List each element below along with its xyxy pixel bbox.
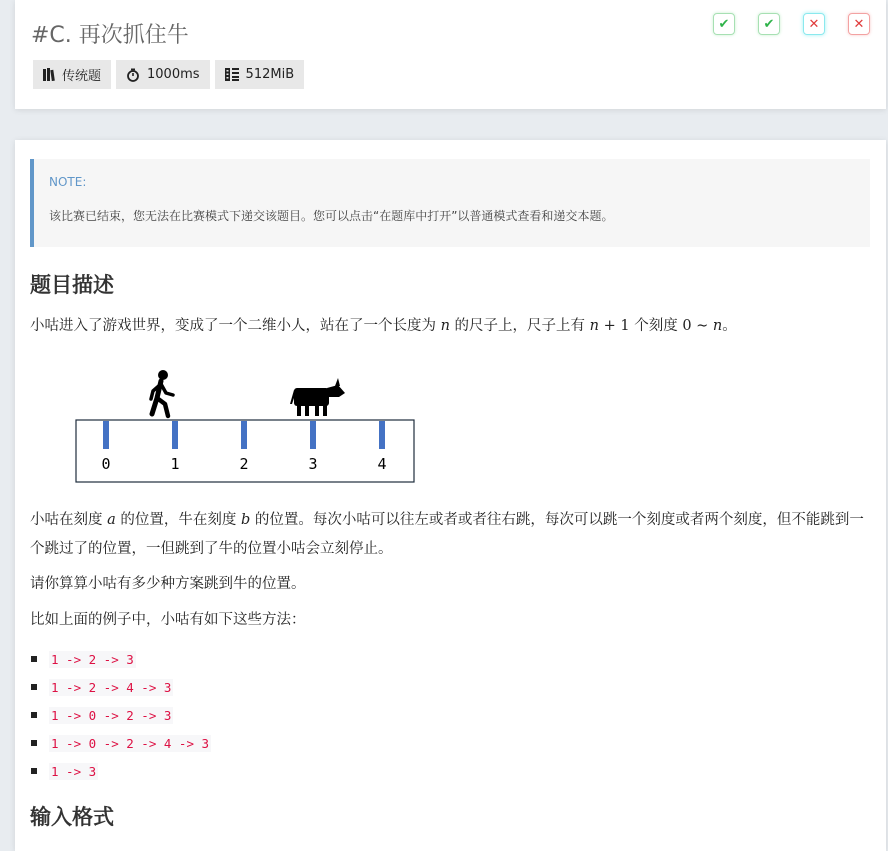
jump-sequence-list	[30, 645, 211, 785]
description-paragraph-1: 小咕进入了游戏世界，变成了一个二维小人，站在了一个长度为 n 的尺子上，尺子上有 n + 1 个刻度 0 ∼ n。	[30, 318, 737, 334]
list-item	[30, 645, 211, 673]
contest-ended-note	[30, 159, 870, 247]
jump-sequence-code: 1 -> 0 -> 2 -> 3	[51, 707, 172, 723]
note-text: 该比赛已结束，您无法在比赛模式下递交该题目。您可以点击“在题库中打开”以普通模式查看和递交本题。	[49, 209, 614, 223]
cow-icon	[290, 378, 345, 416]
problem-tags	[33, 60, 304, 89]
list-item	[30, 701, 211, 729]
book-icon	[43, 68, 55, 81]
ruler-tick-label: 1	[170, 455, 180, 473]
ruler-tick-mark	[172, 421, 178, 449]
jump-sequence-code: 1 -> 0 -> 2 -> 4 -> 3	[51, 735, 210, 751]
list-item	[30, 729, 211, 757]
ruler-tick-label: 4	[377, 455, 387, 473]
ruler-diagram	[57, 364, 417, 494]
memory-icon	[225, 68, 239, 81]
jump-sequence-code: 1 -> 2 -> 3	[51, 651, 134, 667]
ruler-tick-label: 0	[101, 455, 111, 473]
check-icon[interactable]: ✔	[713, 13, 735, 35]
problem-content-card	[15, 140, 886, 851]
memory-limit-tag	[215, 60, 305, 89]
jump-sequence-code: 1 -> 3	[51, 763, 97, 779]
submission-status-icons	[713, 13, 870, 35]
ruler-tick-label: 2	[239, 455, 249, 473]
description-paragraph-3: 请你算算小咕有多少种方案跳到牛的位置。	[30, 576, 306, 592]
time-limit-label: 1000ms	[147, 67, 200, 82]
problem-type-label: 传统题	[62, 69, 102, 84]
input-format-heading: 输入格式	[30, 805, 114, 829]
person-walking-icon	[151, 370, 173, 416]
problem-type-tag	[33, 60, 111, 89]
cross-icon[interactable]: ✕	[848, 13, 870, 35]
cross-icon[interactable]: ✕	[803, 13, 825, 35]
ruler-tick-mark	[379, 421, 385, 449]
time-limit-tag	[116, 60, 210, 89]
list-item	[30, 673, 211, 701]
stopwatch-icon	[126, 68, 140, 82]
problem-header-card	[15, 0, 886, 109]
note-title: NOTE:	[49, 175, 87, 189]
description-paragraph-4: 比如上面的例子中，小咕有如下这些方法：	[30, 612, 306, 628]
description-heading: 题目描述	[30, 273, 114, 297]
list-item	[30, 757, 211, 785]
ruler-tick-label: 3	[308, 455, 318, 473]
problem-title: #C. 再次抓住牛	[31, 23, 189, 48]
ruler-tick-mark	[241, 421, 247, 449]
ruler-diagram-svg	[57, 364, 417, 494]
description-paragraph-2: 小咕在刻度 a 的位置，牛在刻度 b 的位置。每次小咕可以往左或者或者往右跳，每次可以跳一个刻度或者两个刻度，但不能跳到一个跳过了的位置，一但跳到了牛的位置小咕会立刻停止。	[30, 512, 864, 557]
check-icon[interactable]: ✔	[758, 13, 780, 35]
ruler-tick-mark	[310, 421, 316, 449]
jump-sequence-code: 1 -> 2 -> 4 -> 3	[51, 679, 172, 695]
memory-limit-label: 512MiB	[245, 67, 295, 82]
ruler-tick-mark	[103, 421, 109, 449]
